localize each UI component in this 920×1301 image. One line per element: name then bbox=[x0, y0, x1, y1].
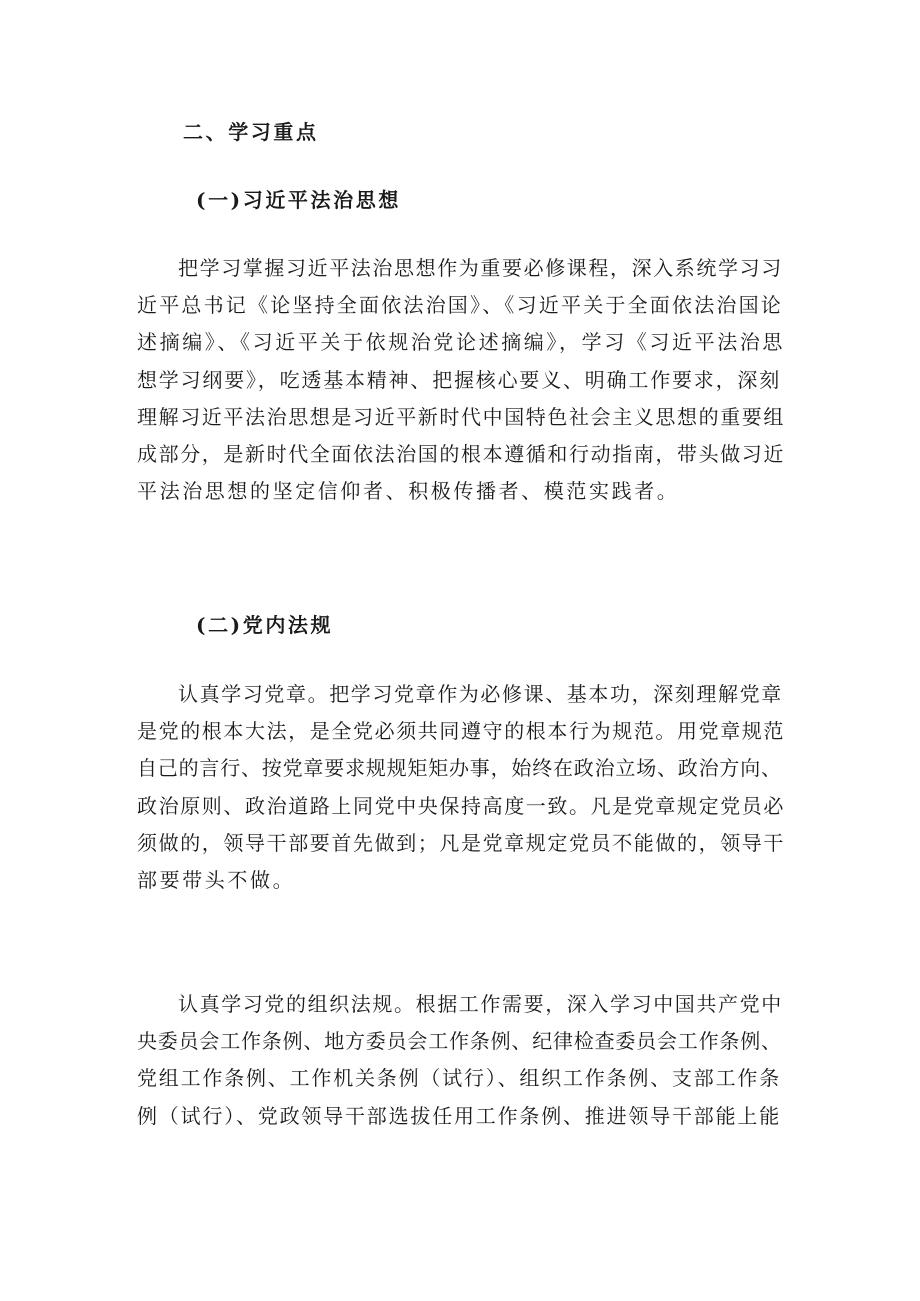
paragraph-line: 把学习掌握习近平法治思想作为重要必修课程，深入系统学习习 bbox=[178, 256, 783, 280]
paragraph-line: 近平总书记《论坚持全面依法治国》、《习近平关于全面依法治国论 bbox=[137, 293, 783, 318]
paragraph-line: 理解习近平法治思想是习近平新时代中国特色社会主义思想的重要组 bbox=[137, 404, 785, 429]
subsection-heading-1: (一)习近平法治思想 bbox=[196, 188, 401, 212]
paragraph-line: 部要带头不做。 bbox=[137, 868, 296, 893]
paragraph-line: 例（试行）、党政领导干部选拔任用工作条例、推进领导干部能上能 bbox=[137, 1103, 781, 1128]
section-heading: 二、学习重点 bbox=[183, 120, 319, 144]
paragraph-line: 党组工作条例、工作机关条例（试行）、组织工作条例、支部工作条 bbox=[137, 1066, 781, 1091]
paragraph-line: 须做的，领导干部要首先做到；凡是党章规定党员不能做的，领导干 bbox=[137, 830, 785, 855]
paragraph-line: 平法治思想的坚定信仰者、积极传播者、模范实践者。 bbox=[137, 479, 680, 504]
paragraph-line: 述摘编》、《习近平关于依规治党论述摘编》，学习《习近平法治思 bbox=[137, 330, 785, 355]
paragraph-party-constitution bbox=[137, 676, 785, 899]
paragraph-line: 政治原则、政治道路上同党中央保持高度一致。凡是党章规定党员必 bbox=[137, 793, 785, 818]
paragraph-line: 认真学习党的组织法规。根据工作需要，深入学习中国共产党中 bbox=[178, 992, 783, 1016]
subsection-heading-2: (二)党内法规 bbox=[196, 613, 334, 637]
paragraph-line: 成部分，是新时代全面依法治国的根本遵循和行动指南，带头做习近 bbox=[137, 442, 785, 467]
paragraph-organization-regulations bbox=[137, 986, 785, 1135]
paragraph-line: 想学习纲要》，吃透基本精神、把握核心要义、明确工作要求，深刻 bbox=[137, 367, 781, 392]
paragraph-xi-rule-of-law bbox=[137, 250, 785, 510]
paragraph-line: 央委员会工作条例、地方委员会工作条例、纪律检查委员会工作条例、 bbox=[137, 1029, 782, 1054]
paragraph-line: 自己的言行、按党章要求规规矩矩办事，始终在政治立场、政治方向、 bbox=[137, 756, 782, 781]
paragraph-line: 是党的根本大法，是全党必须共同遵守的根本行为规范。用党章规范 bbox=[137, 719, 785, 744]
paragraph-line: 认真学习党章。把学习党章作为必修课、基本功，深刻理解党章 bbox=[178, 682, 783, 706]
